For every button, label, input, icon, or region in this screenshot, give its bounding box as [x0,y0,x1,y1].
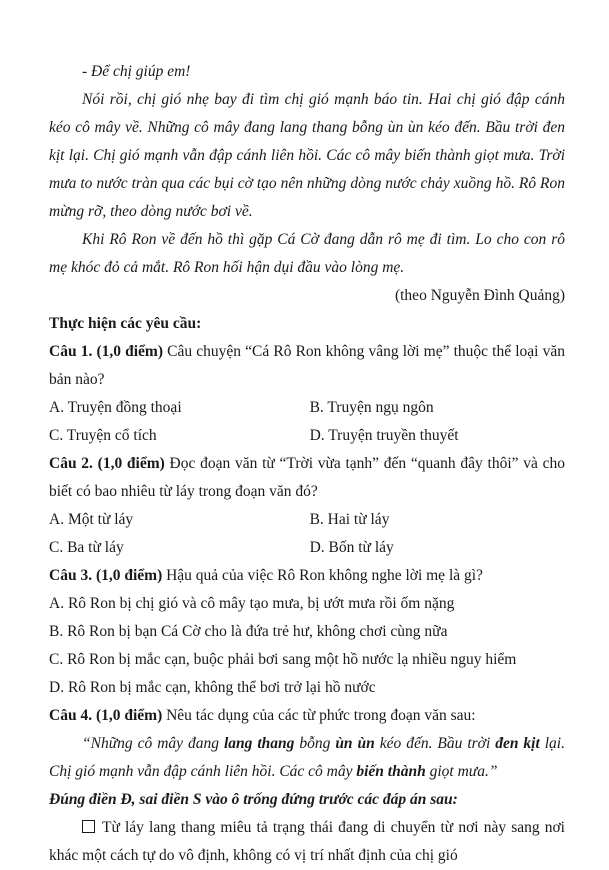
question-1-body: Câu chuyện “Cá Rô Ron không vâng lời mẹ” thuộc thể loại văn bản nào? [49,343,565,388]
question-2-body: Đọc đoạn văn từ “Trời vừa tạnh” đến “quanh đây thôi” và cho biết có bao nhiêu từ láy trong đoạn văn đó? [49,455,565,500]
question-2-text [49,450,565,506]
question-3-label: Câu 3. (1,0 điểm) [49,567,163,584]
question-1-text [49,338,565,394]
story-dialogue-line: - Để chị giúp em! [82,63,191,80]
question-2-option-d: D. Bốn từ láy [309,539,394,556]
question-4-body: Nêu tác dụng của các từ phức trong đoạn văn sau: [162,707,476,724]
question-1-option-c: C. Truyện cổ tích [49,427,157,444]
question-3-options [49,590,565,702]
question-2-label: Câu 2. (1,0 điểm) [49,455,165,472]
question-3-option-a: A. Rô Ron bị chị gió và cô mây tạo mưa, bị ướt mưa rồi ốm nặng [49,595,455,612]
question-4-text [49,702,565,730]
answer-checkbox [82,820,95,833]
question-4-checkbox-text: Từ láy lang thang miêu tả trạng thái đang di chuyển từ nơi này sang nơi khác một cách tự do vô định, không có vị trí nhất định của chị gió [49,819,565,864]
question-3-option-d: D. Rô Ron bị mắc cạn, không thể bơi trở lại hồ nước [49,679,376,696]
question-3-body: Hậu quả của việc Rô Ron không nghe lời mẹ là gì? [162,567,483,584]
question-2-option-b: B. Hai từ láy [309,511,390,528]
question-2-option-c: C. Ba từ láy [49,539,124,556]
question-4-true-false-instruction: Đúng điền Đ, sai điền S vào ô trống đứng trước các đáp án sau: [49,791,458,808]
question-3-option-c: C. Rô Ron bị mắc cạn, buộc phải bơi sang một hồ nước lạ nhiều nguy hiểm [49,651,517,668]
question-2-options [49,506,565,562]
question-2-option-a: A. Một từ láy [49,511,134,528]
story-paragraph-1: Nói rồi, chị gió nhẹ bay đi tìm chị gió mạnh báo tin. Hai chị gió đập cánh kéo cô mây về. Những cô mây đang lang thang bỗng ùn ùn kéo đến. Bầu trời đen kịt lại. Chị gió mạnh vẫn đập cánh liên hồi. Các cô mây biến thành giọt mưa. Trời mưa to nước tràn qua các bụi cờ tạo nên những dòng nước chảy xuồng hồ. Rô Ron mừng rỡ, theo dòng nước bơi về. [49,91,565,220]
question-4-label: Câu 4. (1,0 điểm) [49,707,163,724]
question-1-options [49,394,565,450]
instruction-heading: Thực hiện các yêu cầu: [49,315,202,332]
question-1-option-b: B. Truyện ngụ ngôn [309,399,434,416]
question-1-option-d: D. Truyện truyền thuyết [309,427,459,444]
question-3-text [49,562,565,590]
story-attribution: (theo Nguyễn Đình Quảng) [394,287,565,304]
story-paragraph-2: Khi Rô Ron về đến hồ thì gặp Cá Cờ đang dẫn rô mẹ đi tìm. Lo cho con rô mẹ khóc đỏ cả mắt. Rô Ron hối hận dụi đầu vào lòng mẹ. [49,231,565,276]
question-1-label: Câu 1. (1,0 điểm) [49,343,164,360]
question-1-option-a: A. Truyện đồng thoại [49,399,182,416]
question-3-option-b: B. Rô Ron bị bạn Cá Cờ cho là đứa trẻ hư, không chơi cùng nữa [49,623,448,640]
question-4-quote: “Những cô mây đang lang thang bỗng ùn ùn kéo đến. Bầu trời đen kịt lại. Chị gió mạnh vẫn đập cánh liên hồi. Các cô mây biến thành giọt mưa.” [49,735,565,780]
